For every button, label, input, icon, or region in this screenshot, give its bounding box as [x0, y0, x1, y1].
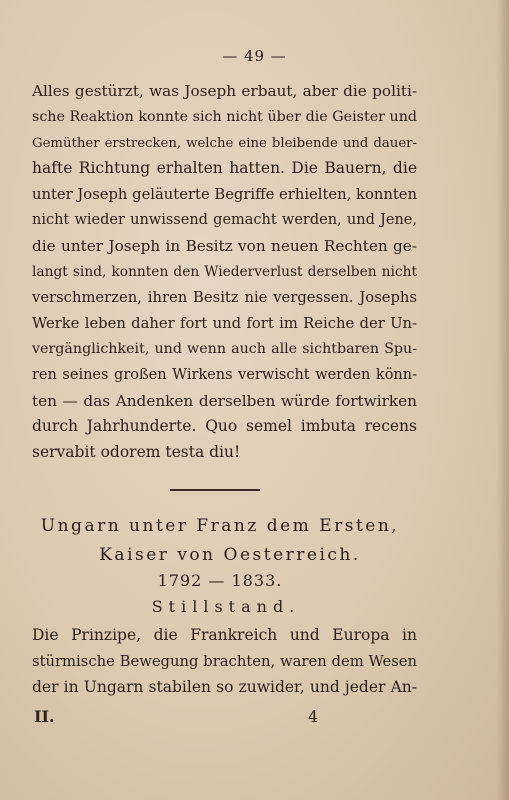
chapter-title: Ungarn unter Franz dem Ersten,	[40, 516, 400, 536]
text-line: verschmerzen, ihren Besitz nie vergessen. Josephs	[32, 289, 417, 307]
page-number: — 49 —	[222, 47, 287, 65]
text-line: der in Ungarn stabilen so zuwider, und jeder An-	[32, 677, 417, 696]
chapter-years: 1792 — 1833.	[157, 571, 283, 590]
text-line: nicht wieder unwissend gemacht werden, und Jene,	[32, 211, 417, 228]
text-line: servabit odorem testa diu!	[32, 443, 241, 462]
paragraph-2	[32, 623, 417, 700]
text-line: ten — das Andenken derselben würde fortwirken	[32, 391, 417, 410]
text-line: vergänglichkeit, und wenn auch alle sichtbaren Spu-	[32, 340, 417, 357]
paragraph-1	[32, 79, 417, 466]
text-line: unter Joseph geläuterte Begriffe erhielten, konnten	[32, 186, 417, 204]
text-line: hafte Richtung erhalten hatten. Die Bauern, die	[32, 159, 417, 178]
text-line: Werke leben daher fort und fort im Reiche der Un-	[32, 315, 417, 333]
section-divider	[170, 489, 260, 491]
text-line: Gemüther erstrecken, welche eine bleibende und dauer-	[32, 135, 417, 151]
text-line: sche Reaktion konnte sich nicht über die Geister und	[32, 108, 417, 125]
text-line: langt sind, konnten den Wiederverlust derselben nicht	[32, 263, 417, 280]
text-line: durch Jahrhunderte. Quo semel imbuta recens	[32, 417, 417, 436]
signature-mark-right: 4	[308, 707, 319, 726]
signature-mark-left: II.	[34, 707, 55, 726]
section-heading: Stillstand.	[151, 597, 301, 616]
text-line: Die Prinzipe, die Frankreich und Europa in	[32, 626, 417, 644]
chapter-subtitle: Kaiser von Oesterreich.	[99, 545, 361, 565]
text-line: die unter Joseph in Besitz von neuen Rechten ge-	[32, 236, 417, 255]
text-line: ren seines großen Wirkens verwischt werden könn-	[32, 366, 417, 383]
text-line: Alles gestürzt, was Joseph erbaut, aber die politi-	[32, 82, 417, 100]
text-line: stürmische Bewegung brachten, waren dem Wesen	[32, 652, 417, 670]
